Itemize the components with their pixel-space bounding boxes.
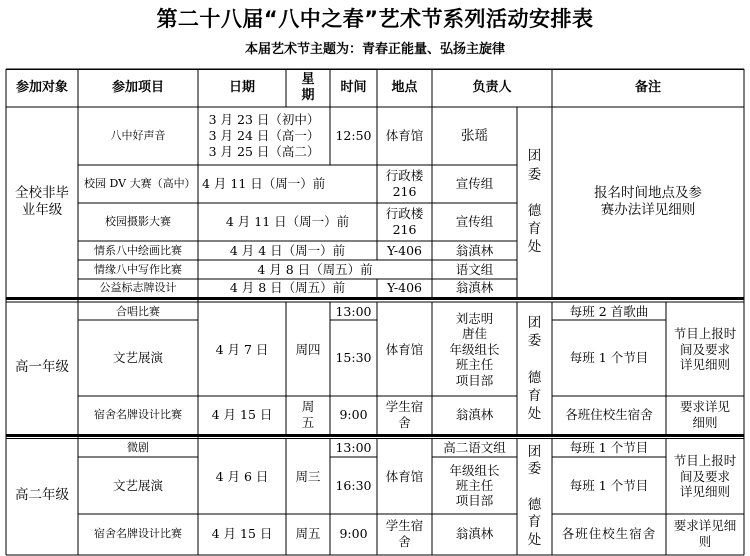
group2-person: 刘志明 唐佳 年级组长 班主任 项目部: [449, 311, 500, 388]
group1-remark: 报名时间地点及参赛办法详见细则: [594, 185, 702, 218]
group1-row3-item: 校园摄影大赛: [105, 215, 171, 229]
group1-row1-place: 体育馆: [385, 128, 424, 144]
group2-place: 体育馆: [385, 341, 424, 357]
group3-row3-note: 要求详见细则: [673, 518, 737, 549]
header-target: 参加对象: [15, 79, 68, 95]
group2-row1-item: 合唱比赛: [116, 304, 160, 318]
header-place: 地点: [391, 79, 418, 95]
group3-row2-person: 年级组长 班主任 项目部: [449, 462, 500, 509]
group2-row2-remark: 每班 1 个节目: [569, 350, 649, 366]
group3-row3-place: 学生宿舍: [385, 518, 424, 549]
group3-row3-person: 翁滇林: [455, 526, 494, 542]
group1-dept: 团委 德育处: [527, 148, 542, 256]
group1-row5-item: 情缘八中写作比赛: [94, 262, 182, 276]
group1-row4-date: 4 月 4 日（周一）前: [229, 242, 346, 258]
group2-row1-time: 13:00: [335, 303, 372, 319]
group1-row4-place: Y-406: [387, 242, 422, 258]
group3-place: 体育馆: [385, 468, 424, 484]
group3-date: 4 月 6 日: [215, 468, 269, 484]
group1-row4-item: 情系八中绘画比赛: [94, 243, 182, 257]
group2-dept: 团委 德育处: [527, 314, 542, 422]
group3-row3-weekday: 周五: [295, 526, 321, 542]
group2-row3-time: 9:00: [339, 407, 368, 423]
group2-date: 4 月 7 日: [215, 341, 269, 357]
group2-row3-note: 要求详见细则: [680, 399, 731, 430]
group1-row5-person: 语文组: [455, 261, 494, 277]
group1-row2-item: 校园 DV 大赛（高中）: [84, 177, 196, 191]
page-subtitle: 本届艺术节主题为：青春正能量、弘扬主旋律: [244, 42, 505, 57]
group1-row3-place: 行政楼 216: [385, 206, 424, 237]
group1-row4-person: 翁滇林: [455, 242, 494, 258]
header-weekday: 星期: [301, 71, 315, 103]
group1-row5-date: 4 月 8 日（周五）前: [257, 261, 373, 277]
group1-row2-date: 4 月 11 日（周一）前: [202, 176, 326, 192]
group1-row2-place: 行政楼 216: [385, 168, 424, 199]
group1-row3-person: 宣传组: [455, 214, 494, 230]
group3-dept: 团委 德育处: [527, 443, 542, 548]
group1-row1-date: 3 月 23 日（初中） 3 月 24 日（高一） 3 月 25 日（高二）: [208, 111, 320, 160]
page-title: 第二十八届“八中之春”艺术节系列活动安排表: [156, 7, 594, 31]
header-date: 日期: [228, 79, 255, 95]
group2-row3-date: 4 月 15 日: [211, 407, 273, 423]
group3-row2-remark: 每班 1 个节目: [569, 477, 649, 493]
group2-row3-remark: 各班住校生宿舍: [565, 407, 653, 423]
group1-row2-person: 宣传组: [455, 176, 494, 192]
group2-weekday: 周四: [295, 341, 321, 357]
group3-row2-item: 文艺展演: [112, 477, 163, 493]
header-time: 时间: [340, 79, 367, 95]
group3-target: 高二年级: [15, 487, 69, 504]
group3-note: 节目上报时间及要求 详见细则: [673, 453, 737, 500]
group2-target: 高一年级: [15, 358, 69, 375]
group1-target: 全校非毕业年级: [15, 185, 69, 218]
group1-row6-person: 翁滇林: [455, 280, 494, 296]
group1-row3-date: 4 月 11 日（周一）前: [225, 214, 350, 230]
group2-row3-person: 翁滇林: [455, 407, 494, 423]
group3-weekday: 周三: [295, 468, 321, 484]
group1-row1-person: 张瑶: [461, 127, 488, 144]
header-person: 负责人: [472, 79, 512, 95]
group1-row1-time: 12:50: [335, 128, 372, 144]
group3-row3-item: 宿舍名牌设计比赛: [94, 527, 182, 541]
header-item: 参加项目: [111, 79, 164, 95]
group3-row2-time: 16:30: [335, 477, 372, 493]
group3-row3-time: 9:00: [339, 526, 368, 542]
group1-row1-item: 八中好声音: [110, 129, 166, 143]
group3-row1-person: 高二语文组: [443, 440, 506, 456]
group1-row6-date: 4 月 8 日（周五）前: [229, 280, 346, 296]
group2-row2-item: 文艺展演: [112, 350, 163, 366]
group2-row3-place: 学生宿舍: [385, 399, 424, 430]
header-remark: 备注: [634, 79, 661, 95]
group3-row3-date: 4 月 15 日: [211, 526, 273, 542]
group3-row1-item: 微剧: [127, 441, 149, 455]
group2-row3-weekday: 周五: [301, 399, 315, 430]
group3-row3-remark: 各班住校生宿舍: [561, 526, 657, 542]
group1-row6-item: 公益标志牌设计: [99, 281, 177, 295]
group2-row3-item: 宿舍名牌设计比赛: [94, 408, 182, 422]
group3-row1-time: 13:00: [335, 440, 372, 456]
group2-row1-remark: 每班 2 首歌曲: [569, 303, 649, 319]
group3-row1-remark: 每班 1 个节目: [569, 440, 649, 456]
group1-row6-place: Y-406: [387, 280, 422, 296]
group2-row2-time: 15:30: [335, 350, 372, 366]
group2-note: 节目上报时间及要求 详见细则: [673, 326, 737, 373]
